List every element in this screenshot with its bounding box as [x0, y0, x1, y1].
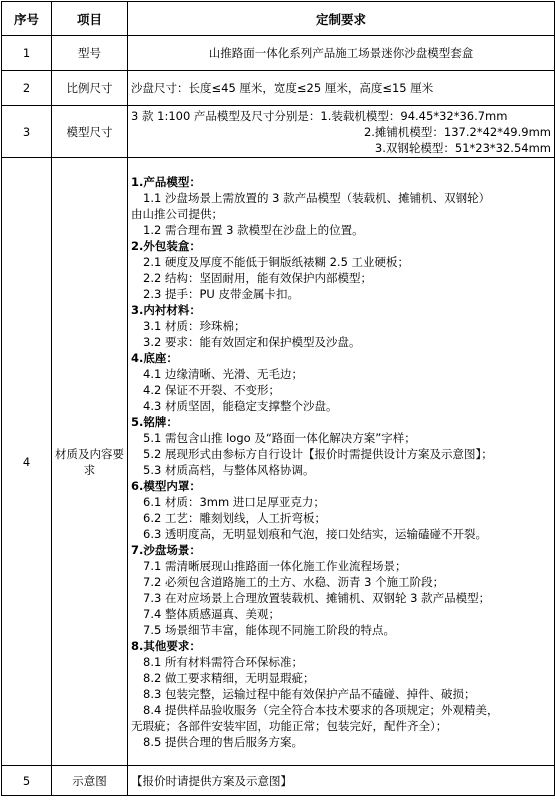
requirement-line: 1.1 沙盘场景上需放置的 3 款产品模型（装载机、摊铺机、双钢轮） [143, 190, 491, 205]
requirement-line: 7.2 必须包含道路施工的土方、水稳、沥青 3 个施工阶段； [143, 574, 445, 589]
row-number: 5 [2, 766, 52, 796]
row-requirement-text [128, 158, 555, 766]
table-row-5 [2, 766, 555, 796]
row-requirement-text [128, 71, 555, 106]
header-requirements: 定制要求 [128, 2, 555, 36]
requirement-line: 5.2 展现形式由参标方自行设计【报价时需提供设计方案及示意图】； [143, 446, 493, 461]
requirement-line: 6.1 材质：3mm 进口足厚亚克力； [143, 494, 325, 509]
requirements-table [1, 1, 555, 796]
requirement-line: 5.1 需包含山推 logo 及“路面一体化解决方案”字样； [143, 430, 416, 445]
section-heading: 4.底座： [131, 350, 178, 365]
header-num: 序号 [2, 2, 52, 36]
requirement-line: 2.2 结构：坚固耐用，能有效保护内部模型； [143, 270, 372, 285]
section-heading: 3.内衬材料： [131, 302, 201, 317]
section-heading: 6.模型内罩： [131, 478, 201, 493]
row-number: 1 [2, 36, 52, 71]
requirement-line: 山推路面一体化系列产品施工场景迷你沙盘模型套盒 [208, 46, 474, 60]
requirement-line: 3 款 1:100 产品模型及尺寸分别是：1.装载机模型：94.45*32*36.7mm [131, 108, 508, 123]
requirement-line: 3.1 材质：珍珠棉； [143, 318, 246, 333]
row-requirement-text [128, 106, 555, 158]
requirement-line: 4.2 保证不开裂、不变形； [143, 382, 280, 397]
row-requirement-text [128, 36, 555, 71]
requirement-line: 2.3 提手：PU 皮带金属卡扣。 [143, 286, 299, 301]
requirement-line: 8.5 提供合理的售后服务方案。 [143, 734, 303, 749]
requirement-line: 7.3 在对应场景上合理放置装载机、摊铺机、双钢轮 3 款产品模型； [143, 590, 491, 605]
header-row [2, 2, 555, 36]
table-row-3 [2, 106, 555, 158]
table-row-4 [2, 158, 555, 766]
row-item: 型号 [52, 36, 128, 71]
requirement-line: 无瑕疵；各部件安装牢固，功能正常；包装完好，配件齐全）； [131, 718, 448, 733]
requirement-line: 5.3 材质高档，与整体风格协调。 [143, 462, 315, 477]
row-item: 材质及内容要求 [52, 158, 128, 766]
requirement-line: 6.2 工艺：雕刻划线，人工折弯板； [143, 510, 326, 525]
requirement-line: 沙盘尺寸：长度≤45 厘米，宽度≤25 厘米，高度≤15 厘米 [131, 81, 434, 95]
requirement-line: 4.3 材质坚固，能稳定支撑整个沙盘。 [143, 398, 338, 413]
requirement-line: 8.1 所有材料需符合环保标准； [143, 654, 303, 669]
requirement-line: 由山推公司提供； [131, 206, 223, 221]
requirement-line: 2.1 硬度及厚度不能低于铜版纸裱糊 2.5 工业硬板； [143, 254, 410, 269]
section-heading: 2.外包装盒： [131, 238, 201, 253]
requirement-line: 7.4 整体质感逼真、美观； [143, 606, 280, 621]
section-heading: 1.产品模型： [131, 174, 201, 189]
requirement-line: 7.1 需清晰展现山推路面一体化施工作业流程场景； [143, 558, 407, 573]
row-number: 4 [2, 158, 52, 766]
requirement-line: 8.3 包装完整，运输过程中能有效保护产品不磕碰、掉件、破损； [143, 686, 476, 701]
row-number: 2 [2, 71, 52, 106]
header-item: 项目 [52, 2, 128, 36]
requirement-line: 6.3 透明度高，无明显划痕和气泡，接口处结实，运输磕碰不开裂。 [143, 526, 487, 541]
row-requirement-text [128, 766, 555, 796]
section-heading: 8.其他要求： [131, 638, 201, 653]
requirement-line: 8.4 提供样品验收服务（完全符合本技术要求的各项规定；外观精美， [143, 702, 499, 717]
section-heading: 5.铭牌： [131, 414, 178, 429]
requirement-line: 7.5 场景细节丰富，能体现不同施工阶段的特点。 [143, 622, 395, 637]
requirement-line: 【报价时请提供方案及示意图】 [131, 773, 292, 788]
requirement-line: 3.双钢轮模型：51*23*32.54mm [374, 140, 551, 155]
requirement-line: 2.摊铺机模型：137.2*42*49.9mm [363, 124, 551, 139]
table-row-1 [2, 36, 555, 71]
row-item: 模型尺寸 [52, 106, 128, 158]
requirement-line: 3.2 要求：能有效固定和保护模型及沙盘。 [143, 334, 361, 349]
row-number: 3 [2, 106, 52, 158]
table-row-2 [2, 71, 555, 106]
requirement-line: 1.2 需合理布置 3 款模型在沙盘上的位置。 [143, 222, 364, 237]
row-item: 比例尺寸 [52, 71, 128, 106]
row-item: 示意图 [52, 766, 128, 796]
requirement-line: 8.2 做工要求精细，无明显瑕疵； [143, 670, 315, 685]
section-heading: 7.沙盘场景： [131, 542, 201, 557]
requirement-line: 4.1 边缘清晰、光滑、无毛边； [143, 366, 303, 381]
